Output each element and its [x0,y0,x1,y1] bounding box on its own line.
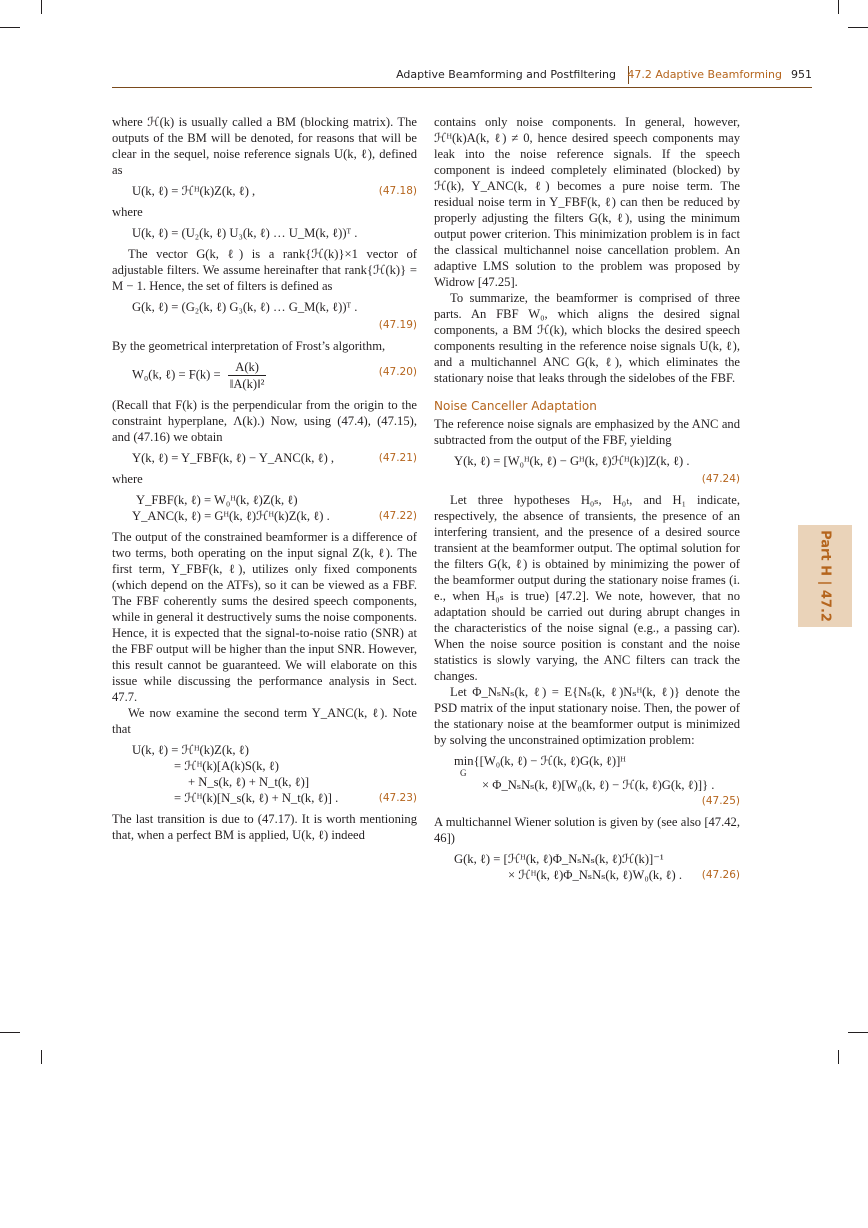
chapter-title: Adaptive Beamforming and Postfiltering [396,68,616,81]
equation-body: W₀(k, ℓ) = F(k) = [132,367,221,382]
crop-mark [0,1032,20,1033]
equation-subscript: G [460,768,467,778]
crop-mark [848,1032,868,1033]
paragraph: To summarize, the beamformer is comprised of three parts. An FBF W₀, which aligns the desired signal components, a BM ℋ(k), which blocks the desired speech components resulting in the reference noise signals U(k, ℓ), and a multichannel ANC G(k, ℓ), which eliminates the stationary noise that leaks through the sidelobes of the FBF. [434,291,740,385]
paragraph: contains only noise components. In general, however, ℋᴴ(k)A(k, ℓ) ≠ 0, hence desired speech components may leak into the noise reference signals. If the speech component is indeed completely eliminated (blocked) by ℋ(k), Y_ANC(k, ℓ) becomes a pure noise term. The residual noise term in Y_FBF(k, ℓ) can then be reduced by properly adjusting the filters G(k, ℓ), using the minimum output power criterion. This minimization problem is in fact the classical multichannel noise cancellation problem. An adaptive LMS solution to the problem was proposed by Widrow [47.25]. [434,115,740,289]
paragraph: where [112,472,143,486]
equation-line: G(k, ℓ) = [ℋᴴ(k, ℓ)Φ_NₛNₛ(k, ℓ)ℋ(k)]⁻¹ [454,852,664,866]
fraction-denominator: ‖A(k)‖² [229,377,265,391]
fraction-numerator: A(k) [228,359,267,376]
paragraph: The output of the constrained beamformer is a difference of two terms, both operating on the input signal Z(k, ℓ). The first term, Y_FBF(k, ℓ), utilizes only fixed components (which depend on the ATFs), so it can be viewed as a FBF. The FBF coherently sums the desired speech components, while in general it destructively sums the noise components. Hence, it is expected that the signal-to-noise ratio (SNR) at the FBF output will be higher than the input SNR. However, this result cannot be guaranteed. We will elaborate on this issue while discussing the performance analysis in Sect. 47.7. [112,530,417,704]
equation-number: (47.20) [378,366,417,378]
equation-47-25 [434,753,740,809]
equation-47-18 [112,183,417,199]
equation-number: (47.24) [701,473,740,485]
section-heading: Noise Canceller Adaptation [434,399,597,413]
paragraph: where [112,205,143,219]
equation-body: Y(k, ℓ) = Y_FBF(k, ℓ) − Y_ANC(k, ℓ) , [132,451,335,465]
equation-u-vector [112,225,417,241]
running-header [112,66,812,88]
equation-line: × ℋᴴ(k, ℓ)Φ_NₛNₛ(k, ℓ)W₀(k, ℓ) . [508,868,683,882]
paragraph: We now examine the second term Y_ANC(k, ℓ). Note that [112,706,417,736]
fraction [228,359,267,392]
equation-line: min{[W₀(k, ℓ) − ℋ(k, ℓ)G(k, ℓ)]ᴴ [454,754,626,768]
paragraph: (Recall that F(k) is the perpendicular from the origin to the constraint hyperplane, Λ(k).) Now, using (47.4), (47.15), and (47.16) we obtain [112,398,417,444]
equation-body: G(k, ℓ) = (G₂(k, ℓ) G₃(k, ℓ) … G_M(k, ℓ))ᵀ . [132,300,358,314]
equation-line: = ℋᴴ(k)[N_s(k, ℓ) + N_t(k, ℓ)] . [174,791,339,805]
paragraph: The last transition is due to (47.17). It is worth mentioning that, when a perfect BM is applied, U(k, ℓ) indeed [112,812,417,842]
equation-47-21 [112,450,417,466]
right-column [434,114,740,888]
equation-body: Y(k, ℓ) = [W₀ᴴ(k, ℓ) − Gᴴ(k, ℓ)ℋᴴ(k)]Z(k, ℓ) . [454,454,690,468]
equation-line: U(k, ℓ) = ℋᴴ(k)Z(k, ℓ) [132,743,249,757]
left-column [112,114,417,843]
crop-mark [41,1050,42,1064]
paragraph: A multichannel Wiener solution is given by (see also [47.42, 46]) [434,815,740,845]
equation-line: × Φ_NₛNₛ(k, ℓ)[W₀(k, ℓ) − ℋ(k, ℓ)G(k, ℓ)]} . [482,778,715,792]
equation-number: (47.22) [378,510,417,522]
crop-mark [838,1050,839,1064]
paragraph: The vector G(k, ℓ) is a rank{ℋ(k)}×1 vector of adjustable filters. We assume hereinafter that rank{ℋ(k)} = M − 1. Hence, the set of filters is defined as [112,247,417,293]
equation-number: (47.21) [378,452,417,464]
paragraph: The reference noise signals are emphasized by the ANC and subtracted from the output of the FBF, yielding [434,417,740,447]
equation-number: (47.26) [701,869,740,881]
crop-mark [848,27,868,28]
equation-line: = ℋᴴ(k)[A(k)S(k, ℓ) [174,759,279,773]
equation-47-23 [112,742,417,806]
crop-mark [41,0,42,14]
paragraph: where ℋ(k) is usually called a BM (blocking matrix). The outputs of the BM will be denoted, for reasons that will be clear in the sequel, noise reference signals U(k, ℓ), defined as [112,115,417,177]
side-tab-label: Part H | 47.2 [817,530,833,622]
equation-number: (47.23) [378,792,417,804]
paragraph: Let Φ_NₛNₛ(k, ℓ) = E{Nₛ(k, ℓ)Nₛᴴ(k, ℓ)} denote the PSD matrix of the input stationary noise. Then, the power of the stationary noise at the beamformer output is minimized by solving the unconstrained optimization problem: [434,685,740,747]
equation-body: U(k, ℓ) = ℋᴴ(k)Z(k, ℓ) , [132,184,256,198]
equation-47-20 [112,359,417,392]
crop-mark [838,0,839,14]
part-side-tab [798,525,852,627]
equation-47-24 [434,453,740,487]
paragraph: By the geometrical interpretation of Frost’s algorithm, [112,339,386,353]
equation-47-26 [434,851,740,883]
equation-body: U(k, ℓ) = (U₂(k, ℓ) U₃(k, ℓ) … U_M(k, ℓ))ᵀ . [132,226,358,240]
page-number: 951 [791,68,812,81]
paragraph: Let three hypotheses H₀ₛ, H₀ₜ, and H₁ indicate, respectively, the absence of transients, the presence of an interfering transient, and the presence of a desired source transient at the beamformer output. The optimal solution for the filters G(k, ℓ) is obtained by minimizing the power of the beamformer output during the stationary noise frames (i. e., when H₀ₛ is true) [47.2]. We note, however, that no adaptation should be carried out during abrupt changes in the characteristics of the noise signal (e.g., a passing car). When the noise source position is constant and the noise statistics is slowly varying, the ANC filters can track the changes. [434,493,740,683]
crop-mark [0,27,20,28]
equation-line: Y_FBF(k, ℓ) = W₀ᴴ(k, ℓ)Z(k, ℓ) [136,493,298,507]
equation-47-19 [112,299,417,333]
equation-line: + N_s(k, ℓ) + N_t(k, ℓ)] [188,775,310,789]
equation-number: (47.19) [378,319,417,331]
equation-line: Y_ANC(k, ℓ) = Gᴴ(k, ℓ)ℋᴴ(k)Z(k, ℓ) . [132,509,330,523]
equation-47-22 [112,492,417,524]
equation-number: (47.25) [701,795,740,807]
equation-number: (47.18) [378,185,417,197]
header-rule [112,87,812,88]
section-label: 47.2 Adaptive Beamforming [627,68,782,81]
